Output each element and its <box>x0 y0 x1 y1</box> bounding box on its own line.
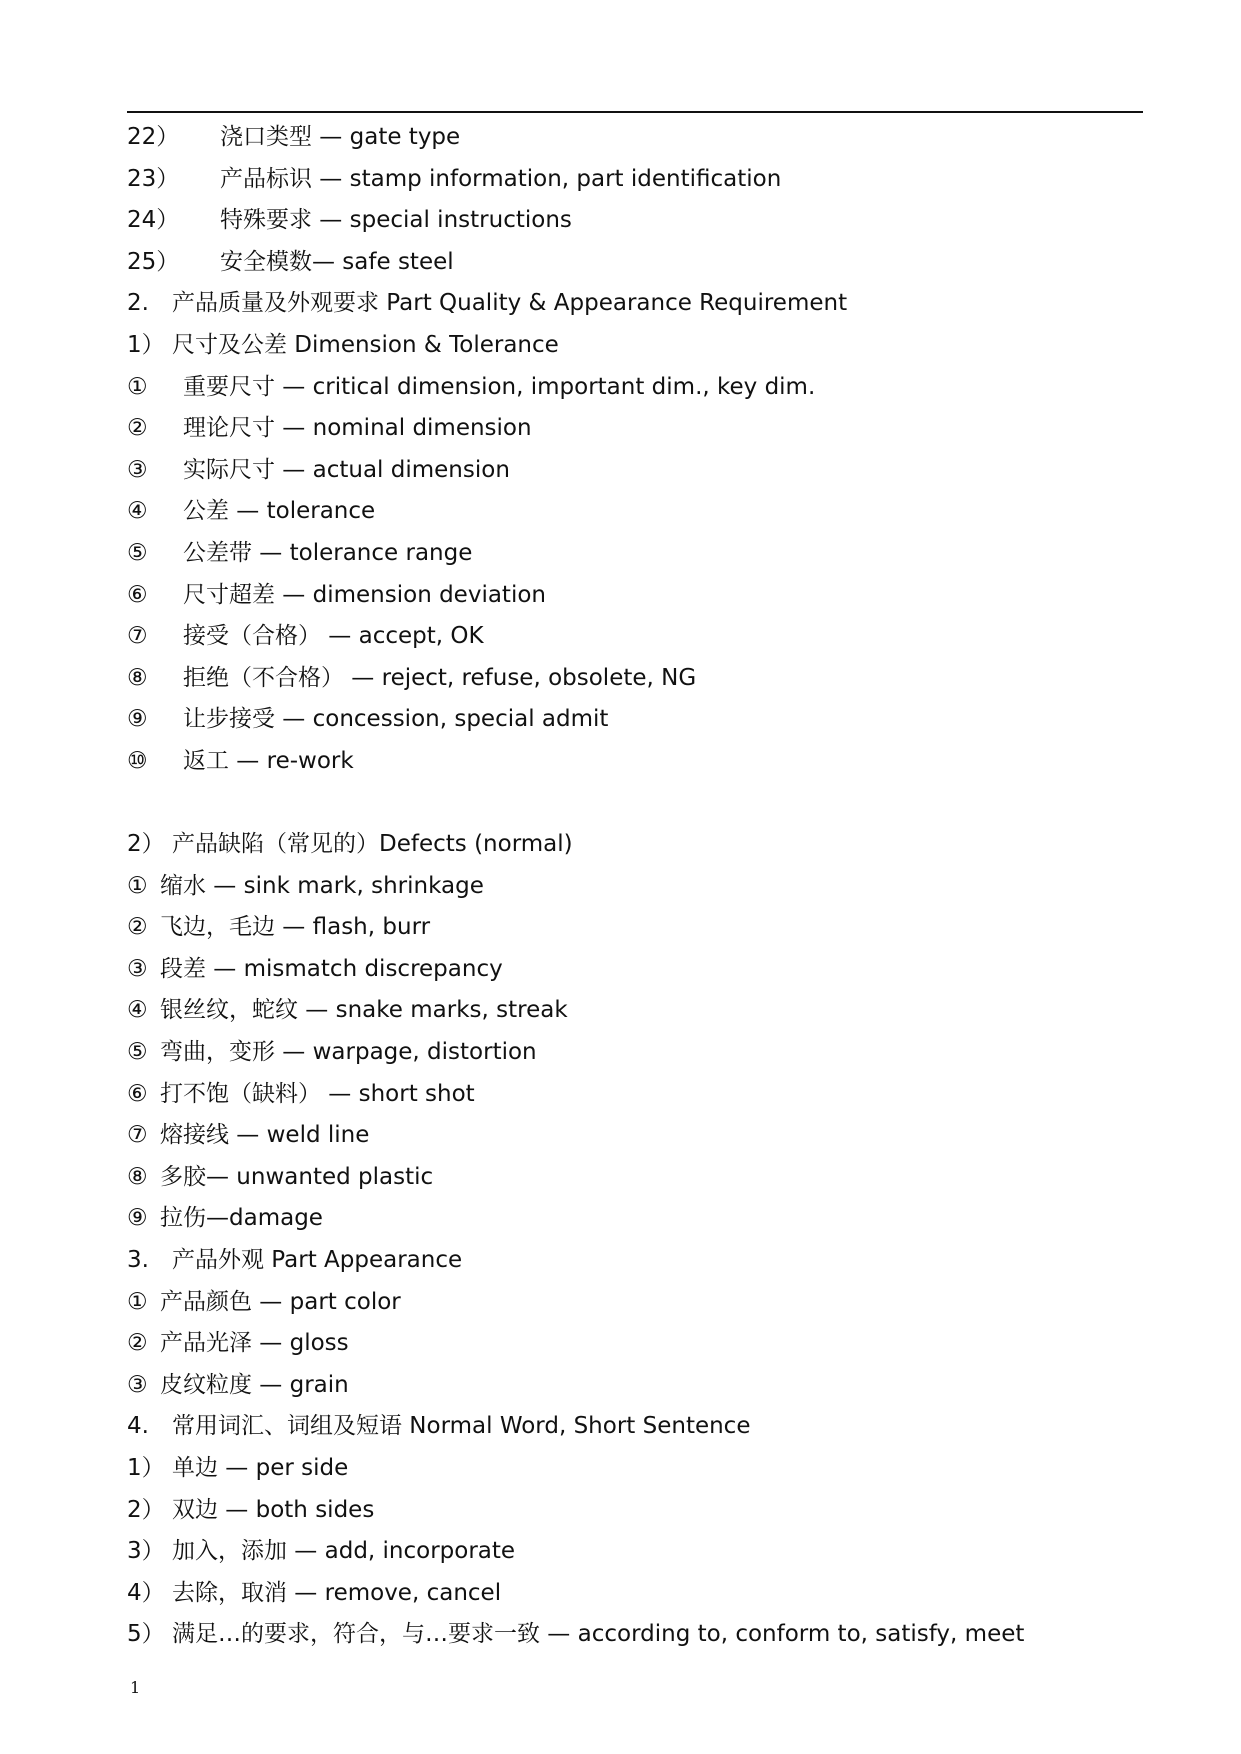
list-item: 2） 双边 — both sides <box>127 1496 375 1523</box>
subsection-heading: 2） 产品缺陷（常见的）Defects (normal) <box>127 831 573 858</box>
list-item: ④ 银丝纹，蛇纹 — snake marks, streak <box>127 997 568 1024</box>
header-rule <box>127 111 1143 113</box>
section-heading: 4. 常用词汇、词组及短语 Normal Word, Short Sentence <box>127 1413 751 1440</box>
list-item: ① 产品颜色 — part color <box>127 1288 401 1315</box>
list-item: 25） 安全模数— safe steel <box>127 248 454 275</box>
list-item: ⑤ 公差带 — tolerance range <box>127 539 473 566</box>
list-item: 1） 单边 — per side <box>127 1455 349 1481</box>
list-item: ⑨ 拉伤—damage <box>127 1205 323 1232</box>
list-item: ⑩ 返工 — re-work <box>127 747 354 774</box>
list-item: 5） 满足…的要求，符合，与…要求一致 — according to, conform to, satisfy, meet <box>127 1621 1025 1648</box>
list-item: ③ 实际尺寸 — actual dimension <box>127 456 510 483</box>
subsection-heading: 1） 尺寸及公差 Dimension & Tolerance <box>127 331 559 358</box>
list-item: 23） 产品标识 — stamp information, part identification <box>127 165 782 192</box>
list-item: 3） 加入，添加 — add, incorporate <box>127 1538 516 1565</box>
list-item: ⑤ 弯曲，变形 — warpage, distortion <box>127 1039 537 1066</box>
list-item: ⑧ 多胶— unwanted plastic <box>127 1163 434 1190</box>
list-item: ③ 段差 — mismatch discrepancy <box>127 955 503 982</box>
list-item: 4） 去除，取消 — remove, cancel <box>127 1579 502 1606</box>
section-heading: 2. 产品质量及外观要求 Part Quality & Appearance Requirement <box>127 290 848 317</box>
list-item: ② 理论尺寸 — nominal dimension <box>127 415 532 442</box>
section-heading: 3. 产品外观 Part Appearance <box>127 1247 463 1274</box>
list-item: ④ 公差 — tolerance <box>127 498 376 525</box>
blank-line <box>127 783 1147 825</box>
document-body <box>127 117 1147 1656</box>
list-item: ③ 皮纹粒度 — grain <box>127 1371 349 1398</box>
list-item: ① 缩水 — sink mark, shrinkage <box>127 872 484 899</box>
list-item: ⑧ 拒绝（不合格） — reject, refuse, obsolete, NG <box>127 664 697 691</box>
list-item: ② 飞边，毛边 — flash, burr <box>127 914 431 941</box>
list-item: ⑦ 熔接线 — weld line <box>127 1122 370 1149</box>
list-item: ② 产品光泽 — gloss <box>127 1330 349 1357</box>
list-item: ⑥ 尺寸超差 — dimension deviation <box>127 581 546 608</box>
list-item: 22） 浇口类型 — gate type <box>127 124 461 150</box>
list-item: ⑥ 打不饱（缺料） — short shot <box>127 1080 475 1107</box>
page-number: 1 <box>130 1678 141 1697</box>
list-item: ⑨ 让步接受 — concession, special admit <box>127 706 609 733</box>
list-item: ⑦ 接受（合格） — accept, OK <box>127 623 484 650</box>
list-item: 24） 特殊要求 — special instructions <box>127 207 572 234</box>
list-item: ① 重要尺寸 — critical dimension, important dim., key dim. <box>127 373 816 400</box>
